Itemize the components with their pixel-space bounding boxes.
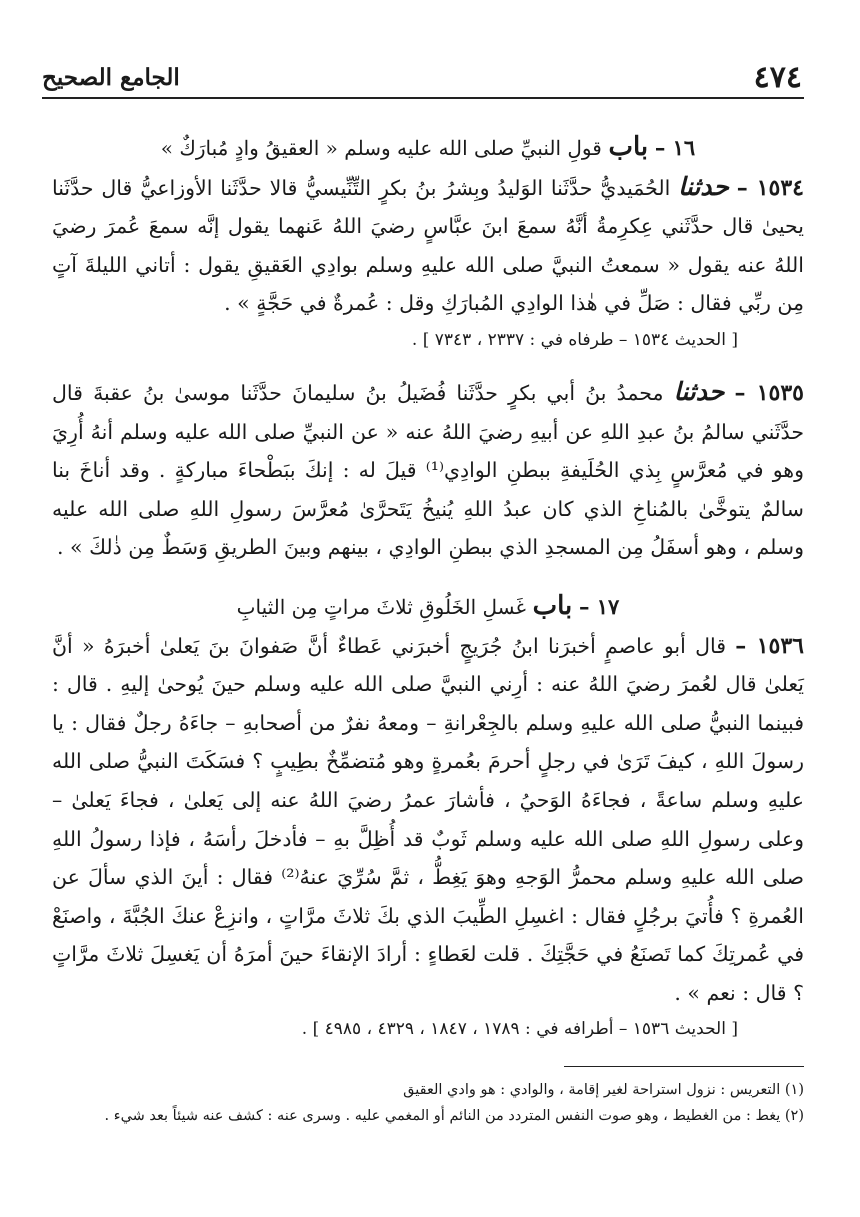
- chapter-title: غَسلِ الخَلُوقِ ثلاثَ مراتٍ مِن الثيابِ: [236, 594, 526, 619]
- footnote-divider: [564, 1066, 804, 1067]
- hadith-reference: [ الحديث ١٥٣٦ – أطرافه في : ١٧٨٩ ، ١٨٤٧ ، ٤٣٢٩ ، ٤٩٨٥ ] .: [301, 1019, 738, 1040]
- book-title: الجامع الصحيح: [42, 64, 180, 91]
- hadith-paragraph: [52, 373, 804, 567]
- hadith-paragraph: [52, 168, 804, 323]
- hadith-reference: [ الحديث ١٥٣٤ – طرفاه في : ٢٣٣٧ ، ٧٣٤٣ ] .: [411, 329, 738, 350]
- chapter-label: باب: [608, 132, 649, 162]
- chapter-number: ١٦ –: [654, 135, 696, 160]
- footnotes: [34, 1077, 804, 1129]
- page-header: [42, 60, 802, 100]
- header-divider: [42, 97, 804, 99]
- hadith-paragraph: [52, 627, 804, 1013]
- hadith-opening-word: حدثنا: [673, 376, 725, 406]
- hadith-text: الحُمَيديُّ حدَّثَنا الوَليدُ وبِشرُ بنُ بكرٍ التِّنِّيسيُّ قالا حدَّثَنا الأوزاعيُّ قال حدَّثَنا يحيىٰ قال حدَّثَني عِكرِمةُ أنَّهُ سمعَ ابنَ عبَّاسٍ رضيَ اللهُ عَنهما يقول إنَّه سمعَ عُمرَ رضيَ اللهُ عنه يقول « سمعتُ النبيَّ صلى الله عليهِ وسلم بوادِي العَقيقِ يقول : أتاني الليلةَ آتٍ مِن ربِّي فقال : صَلِّ في هٰذا الوادِي المُبارَكِ وقل : عُمرةٌ في حَجَّةٍ » .: [52, 175, 804, 316]
- chapter-number: ١٧ –: [578, 593, 620, 619]
- main-text: [52, 128, 804, 1046]
- hadith-text: قال أبو عاصمٍ أخبرَنا ابنُ جُرَيجٍ أخبرَني عَطاءٌ أنَّ صَفوانَ بنَ يَعلىٰ أخبرَهُ « أنَّ يَعلىٰ قال لعُمرَ رضيَ اللهُ عنه : أرِني النبيَّ صلى الله عليه وسلم حينَ يُوحىٰ إليهِ . قال : فبينما النبيُّ صلى الله عليهِ وسلم بالجِعْرانةِ – ومعهُ نفرٌ من أصحابهِ – جاءَهُ رجلٌ فقال : يا رسولَ اللهِ ، كيفَ تَرَىٰ في رجلٍ أحرمَ بعُمرةٍ وهو مُتضمِّخٌ بطِيبٍ ؟ فسَكَتَ النبيُّ صلى الله عليهِ وسلم ساعةً ، فجاءَهُ الوَحيُ ، فأشارَ عمرُ رضيَ اللهُ عنه إلى يَعلىٰ ، فجاءَ يَعلىٰ – وعلى رسولِ اللهِ صلى الله عليه وسلم ثَوبٌ قد أُظِلَّ بهِ – فأدخلَ رأسَهُ ، فإذا رسولُ اللهِ صلى الله عليهِ وسلم محمرُّ الوَجهِ وهوَ يَغِطُّ ، ثمَّ سُرِّيَ عنهُ⁽²⁾ فقال : أينَ الذي سألَ عن العُمرةِ ؟ فأُتيَ برجُلٍ فقال : اغسِلِ الطِّيبَ الذي بكَ ثلاثَ مرَّاتٍ ، وانزِعْ عنكَ الجُبَّةَ ، واصنَعْ في عُمرتِكَ كما تَصنَعُ في حَجَّتِكَ . قلت لعَطاءٍ : أرادَ الإنقاءَ حينَ أمرَهُ أن يَغسِلَ ثلاثَ مرَّاتٍ ؟ قال : نعم » .: [52, 633, 805, 1005]
- page-number: ٤٧٤: [753, 60, 802, 95]
- hadith-number: ١٥٣٤ –: [736, 174, 804, 201]
- hadith-text: محمدُ بنُ أبي بكرٍ حدَّثَنا فُضَيلُ بنُ سليمانَ حدَّثَنا موسىٰ بنُ عقبةَ قال حدَّثَني سالمُ بنُ عبدِ اللهِ عن أبيهِ رضيَ اللهُ عنه « عن النبيِّ صلى الله عليه وسلم أنهُ أُرِيَ وهو في مُعرَّسٍ بِذي الحُلَيفةِ ببطنِ الوادِي⁽¹⁾ قيلَ له : إنكَ ببَطْحاءَ مباركةٍ . وقد أناخَ بنا سالمٌ يتوخَّىٰ بالمُناخِ الذي كان عبدُ اللهِ يُنيخُ يَتَحرَّىٰ مُعرَّسَ رسولِ اللهِ صلى الله عليه وسلم ، وهو أسفَلُ مِن المسجدِ الذي ببطنِ الوادِي ، بينهم وبينَ الطريقِ وَسَطٌ مِن ذٰلكَ » .: [52, 380, 804, 560]
- chapter-label: باب: [532, 590, 573, 621]
- chapter-heading: [52, 587, 804, 627]
- chapter-title: قولِ النبيِّ صلى الله عليه وسلم « العقيقُ وادٍ مُبارَكٌ »: [160, 136, 602, 160]
- chapter-heading: [52, 128, 804, 168]
- hadith-number: ١٥٣٦ –: [735, 632, 804, 659]
- footnote-1: (١) التعريس : نزول استراحة لغير إقامة ، والوادي : هو وادي العقيق: [403, 1082, 804, 1098]
- hadith-number: ١٥٣٥ –: [734, 379, 804, 406]
- hadith-opening-word: حدثنا: [678, 171, 729, 201]
- footnote-2: (٢) يغط : من الغطيط ، وهو صوت النفس المتردد من النائم أو المغمي عليه . وسرى عنه : كشف عنه شيئاً بعد شيء .: [104, 1108, 804, 1124]
